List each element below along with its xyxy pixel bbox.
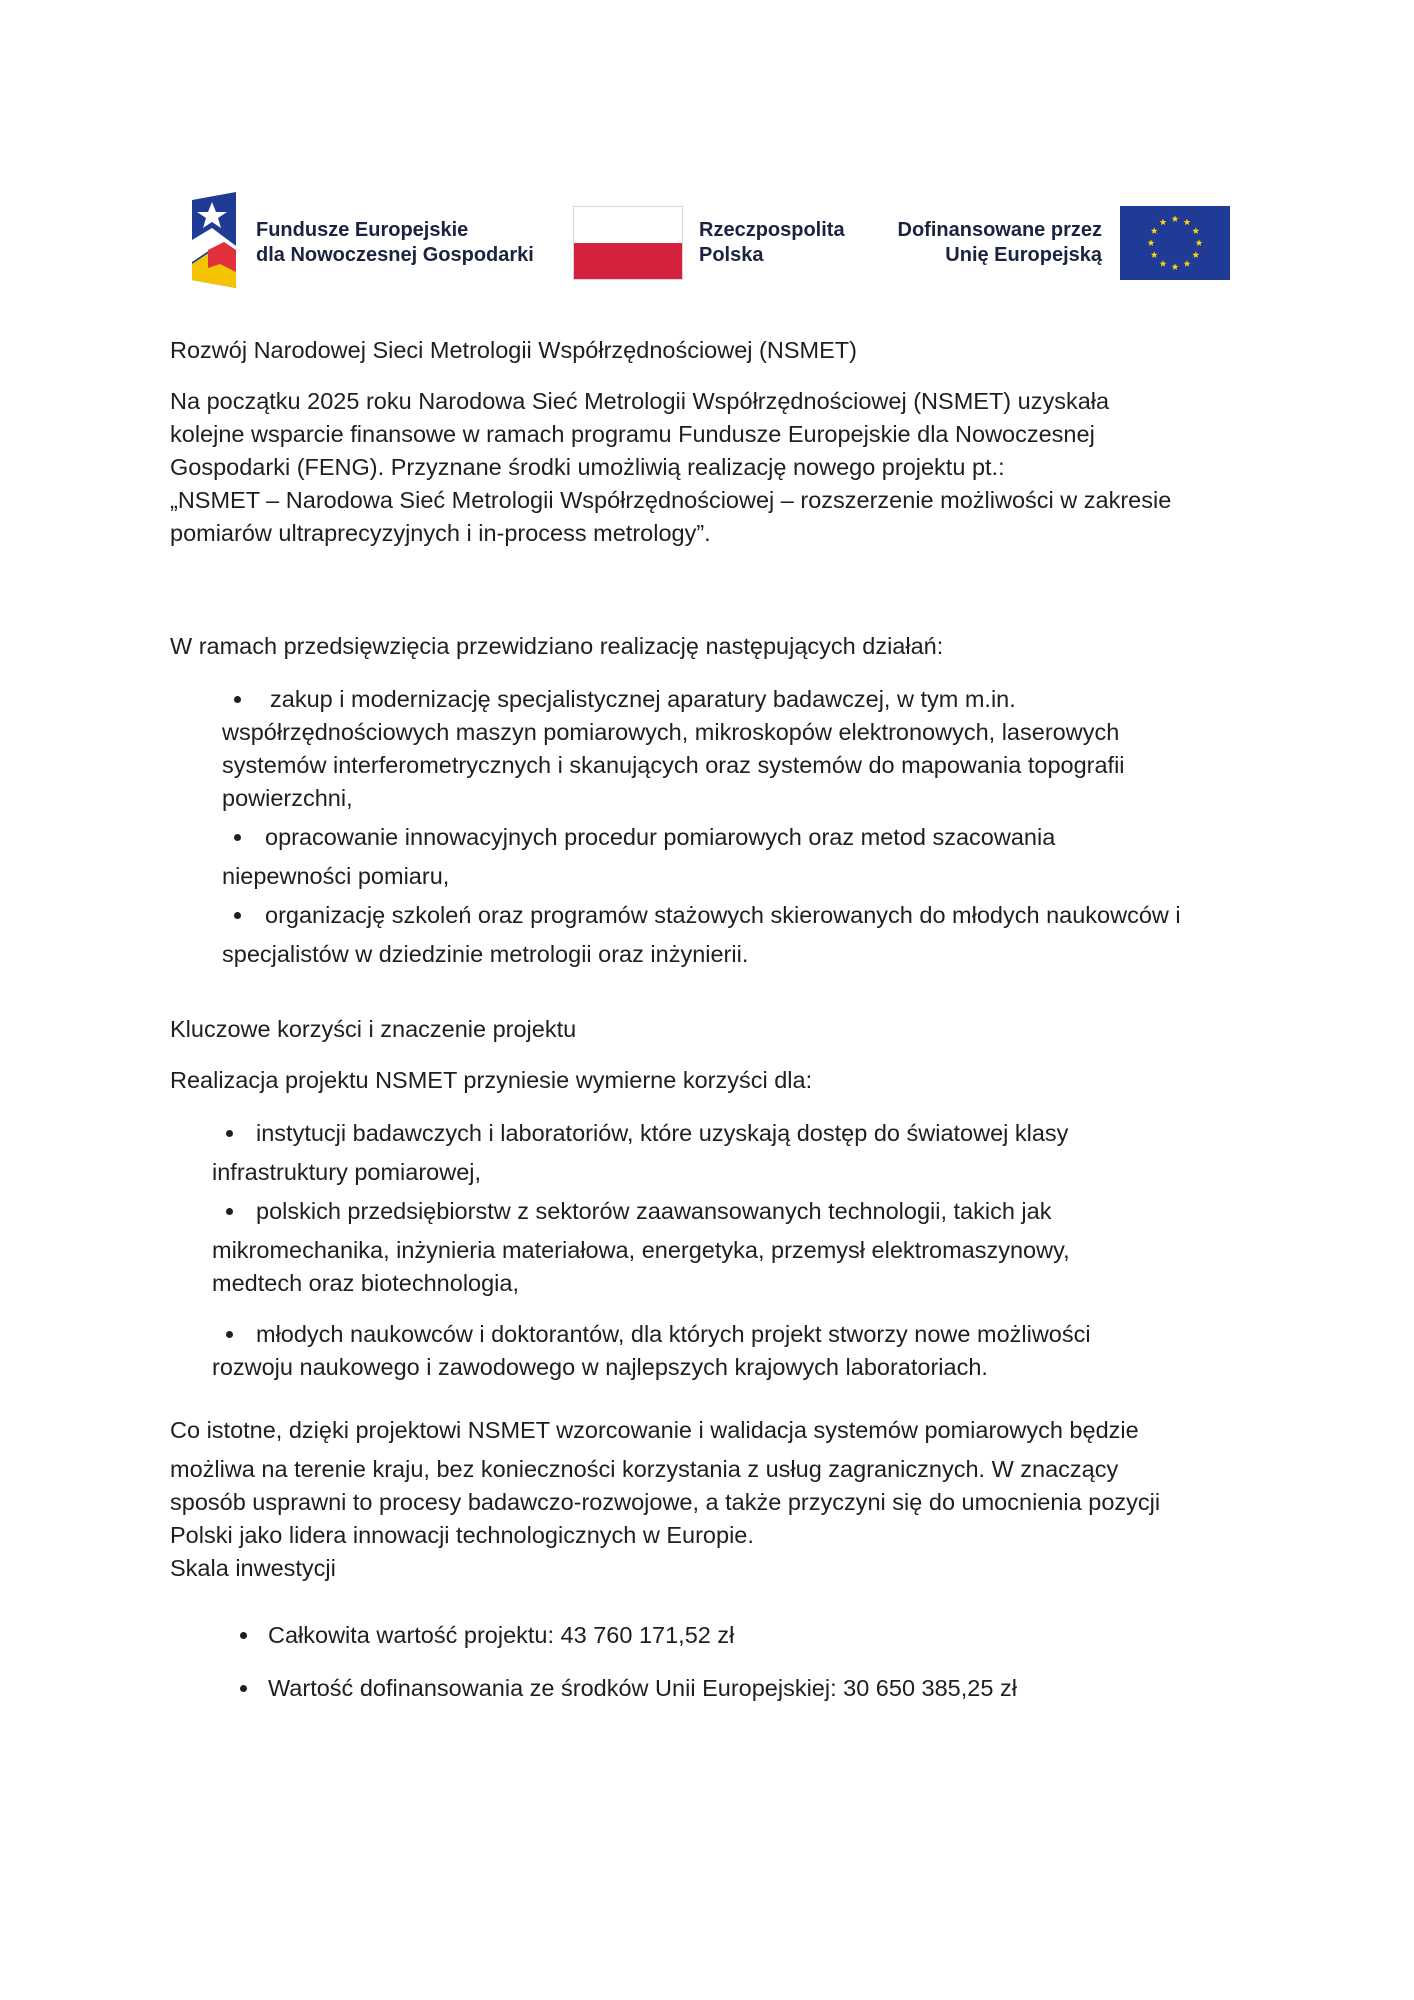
list-item-text: opracowanie innowacyjnych procedur pomiarowych oraz metod szacowania — [265, 824, 1056, 850]
list-item-text: rozwoju naukowego i zawodowego w najlepszych krajowych laboratoriach. — [212, 1354, 988, 1380]
feng-logo-line1: Fundusze Europejskie — [256, 219, 469, 241]
list-item-text: młodych naukowców i doktorantów, dla których projekt stworzy nowe możliwości — [256, 1321, 1091, 1347]
intro-line: „NSMET – Narodowa Sieć Metrologii Współrzędnościowej – rozszerzenie możliwości w zakresie — [170, 487, 1172, 513]
list-item — [222, 821, 1280, 893]
closing-line: sposób usprawni to procesy badawczo-rozwojowe, a także przyczyni się do umocnienia pozycji — [170, 1489, 1161, 1515]
closing-paragraph — [170, 1414, 1280, 1552]
list-item-text: zakup i modernizację specjalistycznej aparatury badawczej, w tym m.in. — [270, 686, 1016, 712]
intro-paragraph — [170, 385, 1280, 550]
bullet-icon — [240, 1685, 247, 1692]
eu-cofinanced-text — [898, 218, 1102, 268]
poland-logo-line1: Rzeczpospolita — [699, 219, 845, 241]
intro-line: kolejne wsparcie finansowe w ramach programu Fundusze Europejskie dla Nowoczesnej — [170, 421, 1095, 447]
feng-logo — [190, 192, 534, 293]
poland-flag-icon — [573, 206, 683, 280]
bullet-icon — [226, 1130, 233, 1137]
eu-flag-icon — [1120, 206, 1230, 285]
feng-logo-line2: dla Nowoczesnej Gospodarki — [256, 244, 534, 266]
eu-text-line1: Dofinansowane przez — [897, 219, 1102, 241]
actions-list — [222, 683, 1280, 971]
list-item-text: systemów interferometrycznych i skanujących oraz systemów do mapowania topografii — [222, 752, 1125, 778]
list-item-text: polskich przedsiębiorstw z sektorów zaawansowanych technologii, takich jak — [256, 1198, 1052, 1224]
list-item — [222, 683, 1280, 815]
intro-line: Na początku 2025 roku Narodowa Sieć Metrologii Współrzędnościowej (NSMET) uzyskała — [170, 388, 1110, 414]
eu-text-line2: Unię Europejską — [945, 244, 1102, 266]
feng-logo-icon — [190, 192, 238, 288]
intro-line: pomiarów ultraprecyzyjnych i in-process metrology”. — [170, 520, 711, 546]
list-item — [212, 1195, 1280, 1300]
total-value-text: Całkowita wartość projektu: 43 760 171,52 zł — [268, 1622, 735, 1648]
benefits-intro: Realizacja projektu NSMET przyniesie wymierne korzyści dla: — [170, 1067, 813, 1093]
document-body — [170, 334, 1280, 1705]
benefits-title: Kluczowe korzyści i znaczenie projektu — [170, 1016, 577, 1042]
logo-bar — [190, 192, 1230, 288]
document-title: Rozwój Narodowej Sieci Metrologii Współrzędnościowej (NSMET) — [170, 337, 857, 363]
scale-list — [170, 1619, 1280, 1705]
list-item-text: mikromechanika, inżynieria materiałowa, energetyka, przemysł elektromaszynowy, — [212, 1237, 1070, 1263]
poland-logo-line2: Polska — [699, 244, 764, 266]
list-item — [240, 1672, 1280, 1705]
list-item — [240, 1619, 1280, 1652]
list-item — [212, 1318, 1280, 1384]
list-item-text: organizację szkoleń oraz programów stażowych skierowanych do młodych naukowców i — [265, 902, 1181, 928]
scale-title: Skala inwestycji — [170, 1555, 336, 1581]
eu-funding-text: Wartość dofinansowania ze środków Unii Europejskiej: 30 650 385,25 zł — [268, 1675, 1017, 1701]
bullet-icon — [240, 1632, 247, 1639]
intro-line: Gospodarki (FENG). Przyznane środki umożliwią realizację nowego projektu pt.: — [170, 454, 1005, 480]
list-item-text: niepewności pomiaru, — [222, 863, 450, 889]
list-item-text: powierzchni, — [222, 785, 353, 811]
bullet-icon — [234, 912, 241, 919]
bullet-icon — [226, 1331, 233, 1338]
actions-intro: W ramach przedsięwzięcia przewidziano realizację następujących działań: — [170, 633, 944, 659]
list-item-text: medtech oraz biotechnologia, — [212, 1270, 520, 1296]
list-item-text: specjalistów w dziedzinie metrologii oraz inżynierii. — [222, 941, 749, 967]
list-item-text: instytucji badawczych i laboratoriów, które uzyskają dostęp do światowej klasy — [256, 1120, 1069, 1146]
benefits-list — [212, 1117, 1280, 1384]
closing-line: Co istotne, dzięki projektowi NSMET wzorcowanie i walidacja systemów pomiarowych będzie — [170, 1417, 1139, 1443]
list-item-text: infrastruktury pomiarowej, — [212, 1159, 482, 1185]
list-item-text: współrzędnościowych maszyn pomiarowych, mikroskopów elektronowych, laserowych — [222, 719, 1120, 745]
bullet-icon — [234, 834, 241, 841]
bullet-icon — [234, 696, 241, 703]
list-item — [222, 899, 1280, 971]
bullet-icon — [226, 1208, 233, 1215]
closing-line: możliwa na terenie kraju, bez konieczności korzystania z usług zagranicznych. W znaczący — [170, 1456, 1119, 1482]
list-item — [212, 1117, 1280, 1189]
closing-line: Polski jako lidera innowacji technologicznych w Europie. — [170, 1522, 754, 1548]
